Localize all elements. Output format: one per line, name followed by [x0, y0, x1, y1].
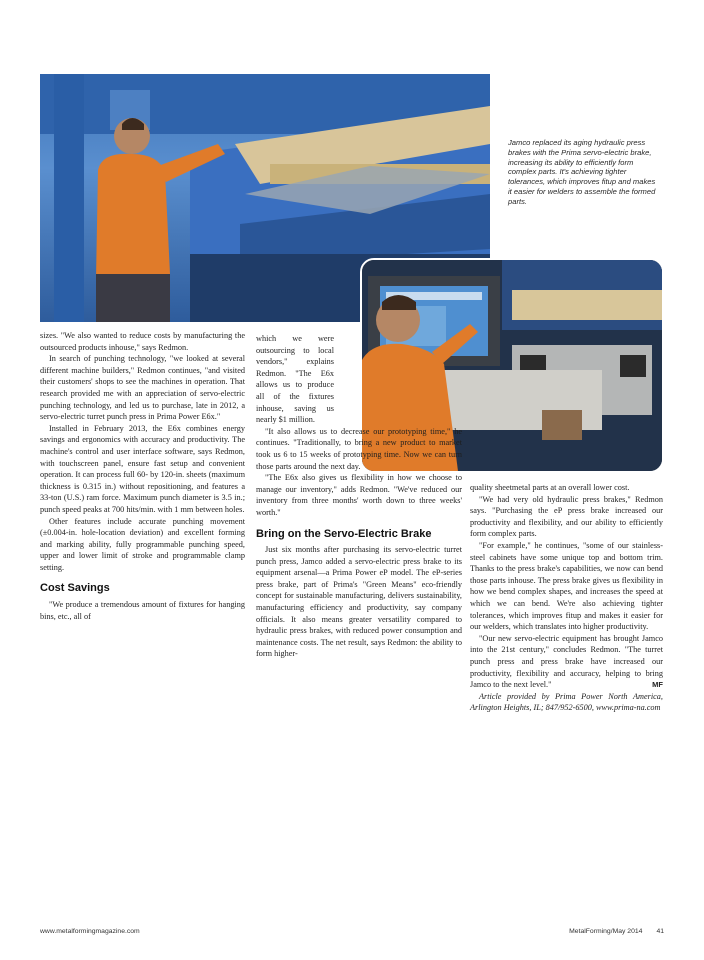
- article-credit: Article provided by Prima Power North America, Arlington Heights, IL; 847/952-6500, www.prima-na.com: [470, 691, 663, 713]
- page-number: 41: [656, 928, 664, 935]
- footer-right: [555, 928, 664, 935]
- paragraph: Just six months after purchasing its servo-electric turret punch press, Jamco added a servo-electric press brake to its equipment arsenal—a Prima Power eP model. The eP-series press brake, part of Prima's "Green Means" eco-friendly concept for sustainable manufacturing, delivers sustainability, manufacturing efficiency and productivity, say company officials. It also means greater versatility compared to hydraulic press brakes, with reduced power consumption and maintenance costs. The net result, says Redmon: the ability to form higher-: [256, 545, 462, 659]
- paragraph: Other features include accurate punching movement (±0.004-in. hole-location deviation) and excellent forming and marking ability, fully programmable punching speed, upper and lower limit of stroke and programmable clamp setting.: [40, 516, 245, 572]
- section-heading-servo-electric-brake: Bring on the Servo-Electric Brake: [256, 527, 432, 540]
- paragraph: quality sheetmetal parts at an overall lower cost.: [470, 483, 630, 492]
- paragraph: which we were outsourcing to local vendors," explains Redmon. "The E6x allows us to produce all of the fixtures inhouse, saving us nearly $1 million.: [256, 334, 334, 425]
- article-column-1: [40, 330, 245, 622]
- article-column-3: [470, 482, 663, 714]
- section-heading-cost-savings: Cost Savings: [40, 582, 110, 595]
- paragraph: "We produce a tremendous amount of fixtures for hanging bins, etc., all of: [40, 599, 245, 621]
- photo-caption: Jamco replaced its aging hydraulic press brakes with the Prima servo-electric brake, increasing its ability to efficiently form complex parts. It's achieving tighter tolerances, which improves fitup and makes it easier for welders to assemble the formed parts.: [508, 138, 656, 206]
- article-column-2: [256, 333, 462, 660]
- paragraph: "The E6x also gives us flexibility in how we choose to manage our inventory," adds Redmon. "We've reduced our inventory from three months' worth down to three weeks' worth.": [256, 473, 462, 517]
- paragraph: "For example," he continues, "some of our stainless-steel cabinets have some unique top and bottom trim. Thanks to the press brake's capabilities, we now can bend those parts inhouse. The press brake gives us flexibility in how we bend complex shapes, and increases the speed at which we can bend. We're also achieving tighter tolerances, which improves fitup and makes it easier for our welders, which translates into higher productivity.: [470, 540, 663, 632]
- paragraph: "It also allows us to decrease our prototyping time," he continues. "Traditionally, to bring a new product to market took us 6 to 15 weeks of prototyping time. Now we can turn those parts around the next day.: [256, 426, 462, 471]
- footer-url: www.metalformingmagazine.com: [40, 928, 140, 935]
- footer-issue: MetalForming/May 2014: [569, 928, 643, 935]
- paragraph: [470, 633, 663, 691]
- paragraph: Installed in February 2013, the E6x combines energy savings and ergonomics with accuracy and productivity. The machine's control and user interface software, says Redmon, with touchscreen panel, ensure fast setup and convenient operation. It can process full 60- by 120-in. sheets (maximum thickness is 0.315 in.) without repositioning, and features a 33-ton (U.S.) ram force. Maximum punch diameter is 3.5 in.; punch speed peaks at 700 hits/min. with 1 mm between holes.: [40, 423, 245, 514]
- paragraph: "We had very old hydraulic press brakes," Redmon says. "Purchasing the eP press brake increased our productivity and flexibility, and our ability to efficiently form complex parts.: [470, 494, 663, 539]
- end-mark: MF: [652, 680, 663, 690]
- paragraph: sizes. "We also wanted to reduce costs by manufacturing the outsourced products inhouse," says Redmon.: [40, 331, 245, 352]
- page-footer: [40, 928, 664, 940]
- paragraph-text: "Our new servo-electric equipment has brought Jamco into the 21st century," concludes Redmon. "The turret punch press and press brake have increased our productivity, flexibility and accuracy, helping to bring Jamco to the next level.": [470, 633, 663, 690]
- paragraph: In search of punching technology, "we looked at several different machine builders," Redmon continues, "and visited their customers' shops to see the machines in operation. That research provided me with an appreciation of servo-electric punching technology, and led us to purchase, late in 2012, a servo-electric turret punch press in Prima Power E6x.": [40, 354, 245, 422]
